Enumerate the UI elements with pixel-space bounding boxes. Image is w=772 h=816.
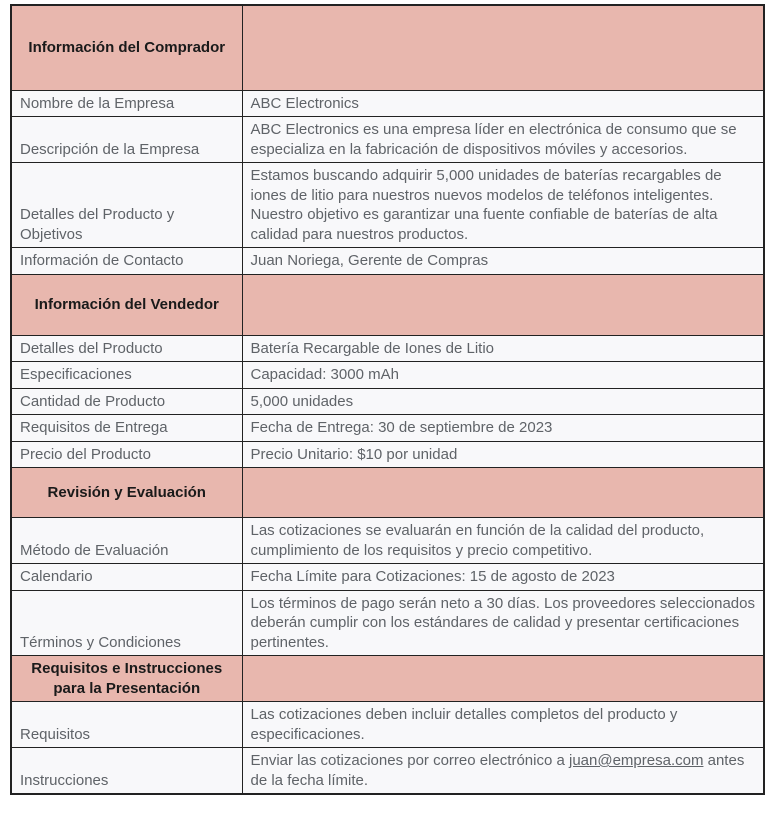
table-row [11,415,764,442]
table-row [11,163,764,248]
section-title-review-evaluation: Revisión y Evaluación [11,468,242,518]
section-header-spacer [242,468,764,518]
row-label-company-description: Descripción de la Empresa [11,117,242,163]
row-label-schedule: Calendario [11,564,242,591]
row-value-product-price: Precio Unitario: $10 por unidad [242,441,764,468]
row-label-evaluation-method: Método de Evaluación [11,518,242,564]
row-value-specifications: Capacidad: 3000 mAh [242,362,764,389]
row-value-requirements: Las cotizaciones deben incluir detalles completos del producto y especificaciones. [242,702,764,748]
row-label-requirements: Requisitos [11,702,242,748]
row-value-company-description: ABC Electronics es una empresa líder en electrónica de consumo que se especializa en la fabricación de dispositivos móviles y accesorios. [242,117,764,163]
table-row [11,90,764,117]
row-label-instructions: Instrucciones [11,748,242,795]
table-row [11,564,764,591]
table-row [11,518,764,564]
table-row [11,748,764,795]
row-label-company-name: Nombre de la Empresa [11,90,242,117]
table-row [11,441,764,468]
row-label-product-details: Detalles del Producto [11,335,242,362]
section-header-row [11,274,764,335]
section-header-row [11,468,764,518]
section-title-buyer-info: Información del Comprador [11,5,242,90]
table-row [11,335,764,362]
row-label-product-details-goals: Detalles del Producto y Objetivos [11,163,242,248]
row-value-evaluation-method: Las cotizaciones se evaluarán en función de la calidad del producto, cumplimiento de los requisitos y precio competitivo. [242,518,764,564]
table-row [11,248,764,275]
row-label-product-price: Precio del Producto [11,441,242,468]
row-value-delivery-requirements: Fecha de Entrega: 30 de septiembre de 2023 [242,415,764,442]
table-row [11,117,764,163]
row-value-product-details: Batería Recargable de Iones de Litio [242,335,764,362]
section-header-spacer [242,5,764,90]
row-label-specifications: Especificaciones [11,362,242,389]
instructions-text-suffix: antes de la fecha límite. [250,752,745,789]
section-title-seller-info: Información del Vendedor [11,274,242,335]
section-header-row [11,5,764,90]
table-row [11,362,764,389]
row-value-instructions [242,748,764,795]
row-value-product-details-goals: Estamos buscando adquirir 5,000 unidades de baterías recargables de iones de litio para nuestros nuevos modelos de teléfonos inteligentes. Nuestro objetivo es garantizar una fuente confiable de baterías de alta calidad para nuestros productos. [242,163,764,248]
row-value-company-name: ABC Electronics [242,90,764,117]
section-header-spacer [242,274,764,335]
table-row [11,388,764,415]
row-label-delivery-requirements: Requisitos de Entrega [11,415,242,442]
section-header-row [11,656,764,702]
rfq-table [10,4,765,795]
email-link[interactable]: juan@empresa.com [569,752,704,769]
row-value-terms-conditions: Los términos de pago serán neto a 30 días. Los proveedores seleccionados deberán cumplir con los estándares de calidad y presentar certificaciones pertinentes. [242,590,764,656]
row-label-product-quantity: Cantidad de Producto [11,388,242,415]
section-title-submission-requirements: Requisitos e Instrucciones para la Presentación [11,656,242,702]
row-value-contact-info: Juan Noriega, Gerente de Compras [242,248,764,275]
row-value-schedule: Fecha Límite para Cotizaciones: 15 de agosto de 2023 [242,564,764,591]
table-row [11,590,764,656]
row-label-contact-info: Información de Contacto [11,248,242,275]
row-label-terms-conditions: Términos y Condiciones [11,590,242,656]
table-row [11,702,764,748]
row-value-product-quantity: 5,000 unidades [242,388,764,415]
instructions-text-prefix: Enviar las cotizaciones por correo electrónico a [250,752,569,769]
section-header-spacer [242,656,764,702]
